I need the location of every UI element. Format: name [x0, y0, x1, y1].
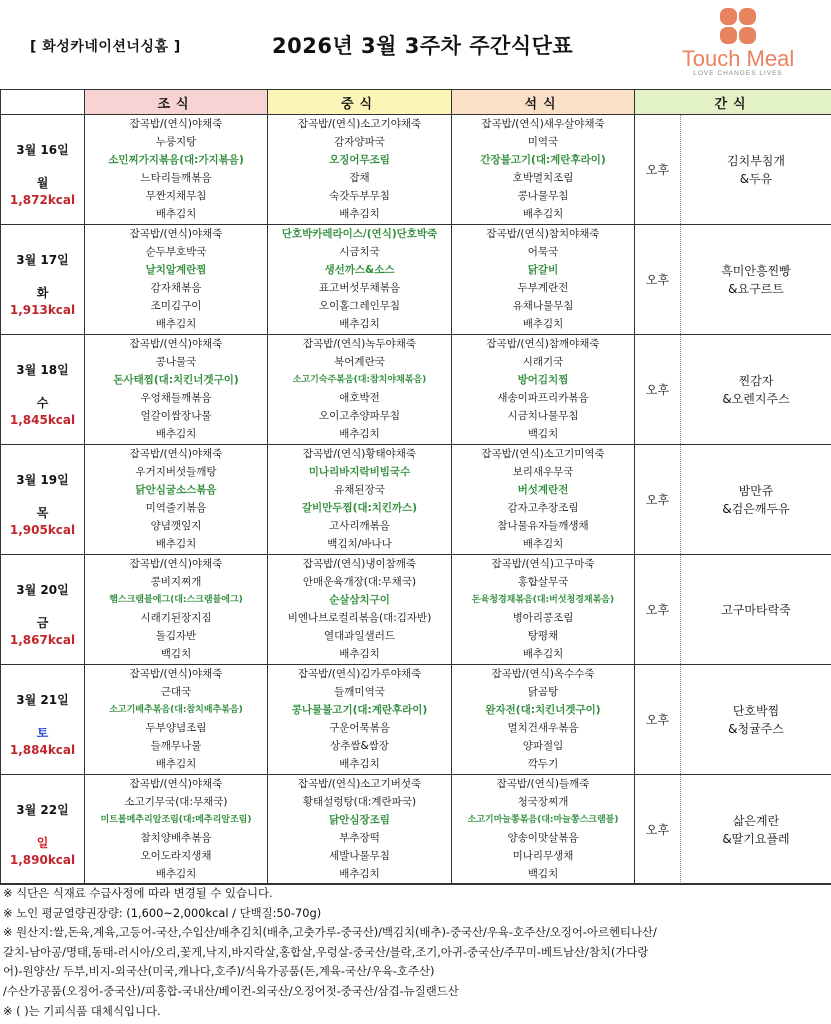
day-cell	[1, 115, 85, 225]
day-date: 3월 17일	[16, 252, 69, 267]
day-date: 3월 20일	[16, 582, 69, 597]
menu-item: 참나물유자들깨생채	[497, 519, 589, 532]
day-kcal: 1,872kcal	[9, 192, 76, 207]
menu-item: 방어김치찜	[517, 373, 569, 386]
day-cell	[1, 555, 85, 665]
menu-item: 세발나물무침	[329, 849, 390, 862]
lunch-cell	[268, 775, 452, 885]
day-row	[1, 115, 831, 225]
menu-item: 시래기된장지짐	[140, 611, 212, 624]
snack-item: 단호박찜	[732, 703, 780, 718]
menu-item: 잡곡밥/(연식)소고기미역죽	[481, 448, 605, 460]
day-row	[1, 555, 831, 665]
note-line: 갈치-남아공/명태,동태-러시아/오리,꽃게,낙지,바지락살,홍합살,우렁살-중국산/블락,조기,아귀-중국산/주꾸미-베트남산/참치(가다랑	[3, 944, 649, 959]
menu-item: 멸치건새우볶음	[507, 721, 579, 734]
menu-item: 청국장찌개	[517, 795, 569, 808]
menu-item: 닭안심장조림	[329, 813, 390, 826]
day-kcal: 1,905kcal	[9, 522, 76, 537]
day-cell	[1, 225, 85, 335]
menu-item: 유채나물무침	[512, 299, 574, 312]
menu-item: 소고기배추볶음(대:참치배추볶음)	[109, 704, 243, 715]
menu-item: 양송이맛살볶음	[507, 831, 579, 844]
menu-item: 홍합살무국	[517, 575, 569, 588]
breakfast-cell	[85, 335, 268, 445]
menu-item: 배추김치	[339, 427, 380, 440]
menu-item: 잡곡밥/(연식)참치야채죽	[486, 228, 600, 240]
menu-item: 미트볼메추리알조림(대:메추리알조림)	[100, 814, 252, 825]
menu-item: 들깨미역국	[334, 685, 385, 698]
snack-cell	[681, 335, 831, 445]
menu-item: 소고기숙주볶음(대:참치야채볶음)	[292, 374, 427, 385]
menu-item: 간장불고기(대:계란후라이)	[480, 153, 606, 166]
menu-item: 우거지버섯들깨탕	[135, 465, 217, 478]
breakfast-cell	[85, 115, 268, 225]
menu-item: 배추김치	[155, 757, 197, 770]
snack-item: 고구마타락죽	[721, 602, 791, 617]
menu-item: 구운어묵볶음	[329, 721, 390, 734]
menu-item: 잡곡밥/(연식)야채죽	[129, 668, 223, 680]
dinner-cell	[452, 555, 635, 665]
snack-time: 오후	[635, 445, 681, 555]
menu-item: 백김치	[160, 647, 192, 660]
menu-item: 시금치국	[339, 245, 380, 258]
snack-item: 삶은계란	[732, 813, 780, 828]
menu-item: 감자양파국	[334, 135, 385, 148]
menu-item: 잡곡밥/(연식)소고기야채죽	[297, 118, 422, 130]
menu-item: 배추김치	[522, 537, 564, 550]
menu-item: 잡곡밥/(연식)야채죽	[129, 448, 223, 460]
notes-section	[0, 883, 831, 1024]
touch-meal-logo	[668, 8, 808, 86]
note-line: ※ ( )는 기피식품 대체식입니다.	[3, 1003, 161, 1018]
clover-icon	[712, 8, 764, 46]
menu-item: 탕평채	[527, 629, 559, 642]
menu-item: 오징어무조림	[329, 153, 390, 166]
menu-item: 잡곡밥/(연식)야채죽	[129, 118, 223, 130]
day-row	[1, 335, 831, 445]
menu-item: 돈사태찜(대:치킨너겟구이)	[113, 373, 239, 386]
facility-name: [ 화성카네이션너싱홈 ]	[30, 39, 181, 55]
snack-item: &두유	[739, 171, 773, 186]
menu-item: 고사리깨볶음	[329, 519, 390, 532]
day-kcal: 1,890kcal	[9, 852, 76, 867]
day-date: 3월 16일	[16, 142, 69, 157]
day-date: 3월 18일	[16, 362, 69, 377]
menu-item: 생선까스&소스	[324, 263, 395, 276]
snack-time: 오후	[635, 665, 681, 775]
snack-time: 오후	[635, 225, 681, 335]
menu-item: 미나리무생채	[512, 849, 574, 862]
menu-item: 미나리바지락비빔국수	[308, 465, 411, 478]
menu-item: 잡곡밥/(연식)야채죽	[129, 558, 223, 570]
day-cell	[1, 445, 85, 555]
menu-item: 잡채	[349, 171, 370, 184]
menu-item: 어묵국	[527, 245, 559, 258]
menu-item: 새송이파프리카볶음	[497, 391, 589, 404]
menu-item: 닭갈비	[527, 263, 559, 276]
menu-item: 잡곡밥/(연식)녹두야채죽	[302, 338, 417, 350]
snack-item: &검은깨두유	[722, 501, 790, 516]
menu-item: 시래기국	[522, 355, 564, 368]
menu-item: 누룽지탕	[155, 135, 197, 148]
menu-item: 배추김치	[339, 867, 380, 880]
menu-item: 돈육청경채볶음(대:버섯청경채볶음)	[471, 594, 615, 605]
day-of-week: 월	[36, 175, 49, 190]
day-of-week: 화	[36, 285, 49, 300]
menu-item: 부추장떡	[339, 831, 380, 844]
lunch-cell	[268, 665, 452, 775]
menu-item: 소고기마늘쫑볶음(대:마늘쫑스크램블)	[467, 814, 619, 825]
menu-item: 안매운육개장(대:무채국)	[302, 575, 417, 588]
menu-item: 잡곡밥/(연식)야채죽	[129, 778, 223, 790]
menu-item: 잡곡밥/(연식)참깨야채죽	[486, 338, 600, 350]
snack-item: &오렌지주스	[722, 391, 790, 406]
menu-item: 배추김치	[339, 317, 380, 330]
snack-time: 오후	[635, 335, 681, 445]
lunch-cell	[268, 445, 452, 555]
menu-item: 잡곡밥/(연식)들깨죽	[496, 778, 590, 790]
day-kcal: 1,913kcal	[9, 302, 76, 317]
menu-item: 버섯계란전	[517, 483, 569, 496]
menu-item: 북어계란국	[334, 355, 385, 368]
snack-cell	[681, 665, 831, 775]
menu-item: 얼갈이쌈장나물	[140, 409, 212, 422]
breakfast-cell	[85, 555, 268, 665]
menu-item: 배추김치	[155, 537, 197, 550]
logo-name: Touch Meal	[681, 46, 795, 71]
snack-time: 오후	[635, 115, 681, 225]
day-kcal: 1,884kcal	[9, 742, 76, 757]
day-row	[1, 665, 831, 775]
menu-item: 잡곡밥/(연식)야채죽	[129, 338, 223, 350]
menu-item: 콩나물국	[155, 355, 197, 368]
menu-item: 소고기무국(대:무채국)	[124, 795, 228, 808]
menu-item: 햄스크램블에그(대:스크램블에그)	[109, 594, 243, 605]
day-kcal: 1,867kcal	[9, 632, 76, 647]
menu-item: 콩비지찌개	[150, 575, 202, 588]
day-of-week: 목	[36, 505, 49, 520]
menu-item: 잡곡밥/(연식)냉이참깨죽	[302, 558, 417, 570]
menu-item: 조미김구이	[150, 299, 202, 312]
snack-item: 흑미안흥찐빵	[721, 263, 791, 278]
menu-item: 숙갓두부무침	[329, 189, 390, 202]
menu-item: 갈비만두찜(대:치킨까스)	[301, 501, 418, 514]
snack-cell	[681, 555, 831, 665]
lunch-header: 중식	[268, 90, 452, 115]
menu-item: 배추김치	[339, 207, 380, 220]
menu-item: 날치알계란찜	[145, 263, 207, 276]
dinner-cell	[452, 115, 635, 225]
lunch-cell	[268, 115, 452, 225]
day-kcal: 1,845kcal	[9, 412, 76, 427]
menu-item: 오이고추양파무침	[318, 409, 401, 422]
snack-time: 오후	[635, 775, 681, 885]
menu-item: 백김치	[527, 427, 559, 440]
note-line: 어)-원양산/ 두부,비지-외국산(미국,캐나다,호주)/식육가공품(돈,계육-국산/우육-호주산)	[3, 964, 435, 979]
page-title: 2026년 3월 3주차 주간식단표	[272, 34, 574, 58]
day-row	[1, 445, 831, 555]
menu-item: 시금치나물무침	[507, 409, 579, 422]
note-line: /수산가공품(오징어-중국산)/피홍합-국내산/베이컨-외국산/오징어젓-중국산/삼겹-뉴질랜드산	[3, 983, 459, 998]
menu-item: 느타리들깨볶음	[140, 171, 212, 184]
snack-item: 찐감자	[738, 373, 774, 388]
snack-time: 오후	[635, 555, 681, 665]
day-cell	[1, 335, 85, 445]
menu-item: 콩나물불고기(대:계란후라이)	[291, 703, 428, 716]
note-line: ※ 원산지:쌀,돈육,계육,고등어-국산,수입산/배추김치(배추,고춧가루-중국산)/백김치(배추)-중국산/우육-호주산/오징어-아르헨티나산/	[3, 925, 657, 940]
snack-item: &요구르트	[728, 281, 784, 296]
menu-item: 배추김치	[522, 317, 564, 330]
note-line: ※ 식단은 식재료 수급사정에 따라 변경될 수 있습니다.	[3, 886, 273, 900]
menu-item: 잡곡밥/(연식)옥수수죽	[491, 668, 595, 680]
dinner-header: 석식	[452, 90, 635, 115]
breakfast-cell	[85, 665, 268, 775]
menu-item: 감자고추장조림	[507, 501, 579, 514]
page-header	[0, 0, 831, 88]
note-line: ※ 노인 평균열량권장량: (1,600~2,000kcal / 단백질:50-70g)	[3, 905, 322, 920]
menu-item: 애호박전	[339, 391, 380, 404]
menu-item: 배추김치	[155, 427, 197, 440]
breakfast-header: 조식	[85, 90, 268, 115]
day-of-week: 수	[36, 395, 49, 410]
dinner-cell	[452, 445, 635, 555]
snack-item: 밤만쥬	[738, 483, 774, 498]
menu-item: 호박멸치조림	[512, 171, 574, 184]
menu-item: 잡곡밥/(연식)고구마죽	[491, 558, 595, 570]
menu-item: 돌김자반	[155, 629, 197, 642]
menu-item: 유채된장국	[334, 483, 385, 496]
menu-item: 순살삼치구이	[329, 593, 390, 606]
snack-cell	[681, 775, 831, 885]
breakfast-cell	[85, 775, 268, 885]
snack-header: 간식	[635, 90, 831, 115]
menu-item: 잡곡밥/(연식)황태야채죽	[302, 448, 417, 460]
snack-item: &청귤주스	[728, 721, 784, 736]
menu-item: 오이홀그레인무침	[318, 299, 401, 312]
menu-item: 잡곡밥/(연식)김가루야채죽	[297, 668, 422, 680]
menu-item: 배추김치	[155, 317, 197, 330]
snack-cell	[681, 225, 831, 335]
lunch-cell	[268, 225, 452, 335]
menu-item: 미역줄기볶음	[145, 501, 207, 514]
menu-item: 상추쌈&쌈장	[330, 739, 389, 752]
menu-item: 들깨무나물	[150, 739, 202, 752]
menu-item: 미역국	[527, 135, 559, 148]
day-cell	[1, 775, 85, 885]
menu-item: 백김치	[527, 867, 559, 880]
snack-cell	[681, 115, 831, 225]
menu-item: 감자채볶음	[150, 281, 202, 294]
breakfast-cell	[85, 225, 268, 335]
lunch-cell	[268, 555, 452, 665]
day-of-week: 토	[36, 725, 49, 740]
menu-item: 양념깻잎지	[150, 519, 202, 532]
menu-item: 보리새우무국	[512, 465, 574, 478]
menu-item: 표고버섯무채볶음	[318, 281, 401, 294]
lunch-cell	[268, 335, 452, 445]
day-row	[1, 225, 831, 335]
day-cell	[1, 665, 85, 775]
menu-item: 무짠지채무침	[145, 189, 207, 202]
dinner-cell	[452, 335, 635, 445]
menu-item: 황태설렁탕(대:계란파국)	[302, 795, 417, 808]
menu-item: 배추김치	[339, 757, 380, 770]
dinner-cell	[452, 665, 635, 775]
header-row	[1, 90, 831, 115]
menu-item: 비엔나브로컬리볶음(대:김자반)	[287, 611, 432, 624]
menu-item: 백김치/바나나	[327, 537, 392, 550]
menu-item: 오이도라지생채	[140, 849, 212, 862]
day-date: 3월 21일	[16, 692, 69, 707]
menu-item: 병아리콩조림	[512, 611, 574, 624]
dinner-cell	[452, 775, 635, 885]
menu-item: 우엉채들깨볶음	[140, 391, 212, 404]
menu-item: 참치양배추볶음	[140, 831, 212, 844]
day-date: 3월 19일	[16, 472, 69, 487]
menu-item: 닭안심굴소스볶음	[135, 483, 217, 496]
breakfast-cell	[85, 445, 268, 555]
day-row	[1, 775, 831, 885]
menu-item: 근대국	[160, 685, 192, 698]
corner-cell	[1, 90, 85, 115]
menu-item: 잡곡밥/(연식)새우살야채죽	[481, 118, 605, 130]
menu-item: 배추김치	[522, 207, 564, 220]
day-date: 3월 22일	[16, 802, 69, 817]
day-of-week: 금	[36, 615, 49, 630]
menu-item: 배추김치	[522, 647, 564, 660]
menu-item: 잡곡밥/(연식)소고기버섯죽	[297, 778, 422, 790]
menu-item: 두부양념조림	[145, 721, 207, 734]
day-of-week: 일	[36, 835, 49, 850]
menu-item: 소민찌가지볶음(대:가지볶음)	[108, 153, 244, 166]
menu-item: 잡곡밥/(연식)야채죽	[129, 228, 223, 240]
weekly-menu-table	[0, 89, 831, 885]
logo-tagline: LOVE CHANGES LIVES	[693, 70, 783, 77]
menu-item: 양파절임	[522, 739, 564, 752]
snack-item: &딸기요플레	[722, 831, 790, 846]
dinner-cell	[452, 225, 635, 335]
menu-item: 닭곰탕	[527, 685, 559, 698]
snack-cell	[681, 445, 831, 555]
snack-item: 김치부침개	[727, 153, 785, 168]
menu-item: 깍두기	[527, 757, 559, 770]
menu-item: 콩나물무침	[517, 189, 569, 202]
menu-item: 순두부호박국	[145, 245, 207, 258]
menu-item: 열대과일샐러드	[323, 629, 395, 642]
menu-item: 배추김치	[155, 207, 197, 220]
menu-item: 단호박카레라이스/(연식)단호박죽	[281, 228, 438, 240]
menu-item: 완자전(대:치킨너겟구이)	[485, 703, 601, 716]
menu-item: 배추김치	[155, 867, 197, 880]
menu-item: 배추김치	[339, 647, 380, 660]
menu-item: 두부계란전	[517, 281, 569, 294]
